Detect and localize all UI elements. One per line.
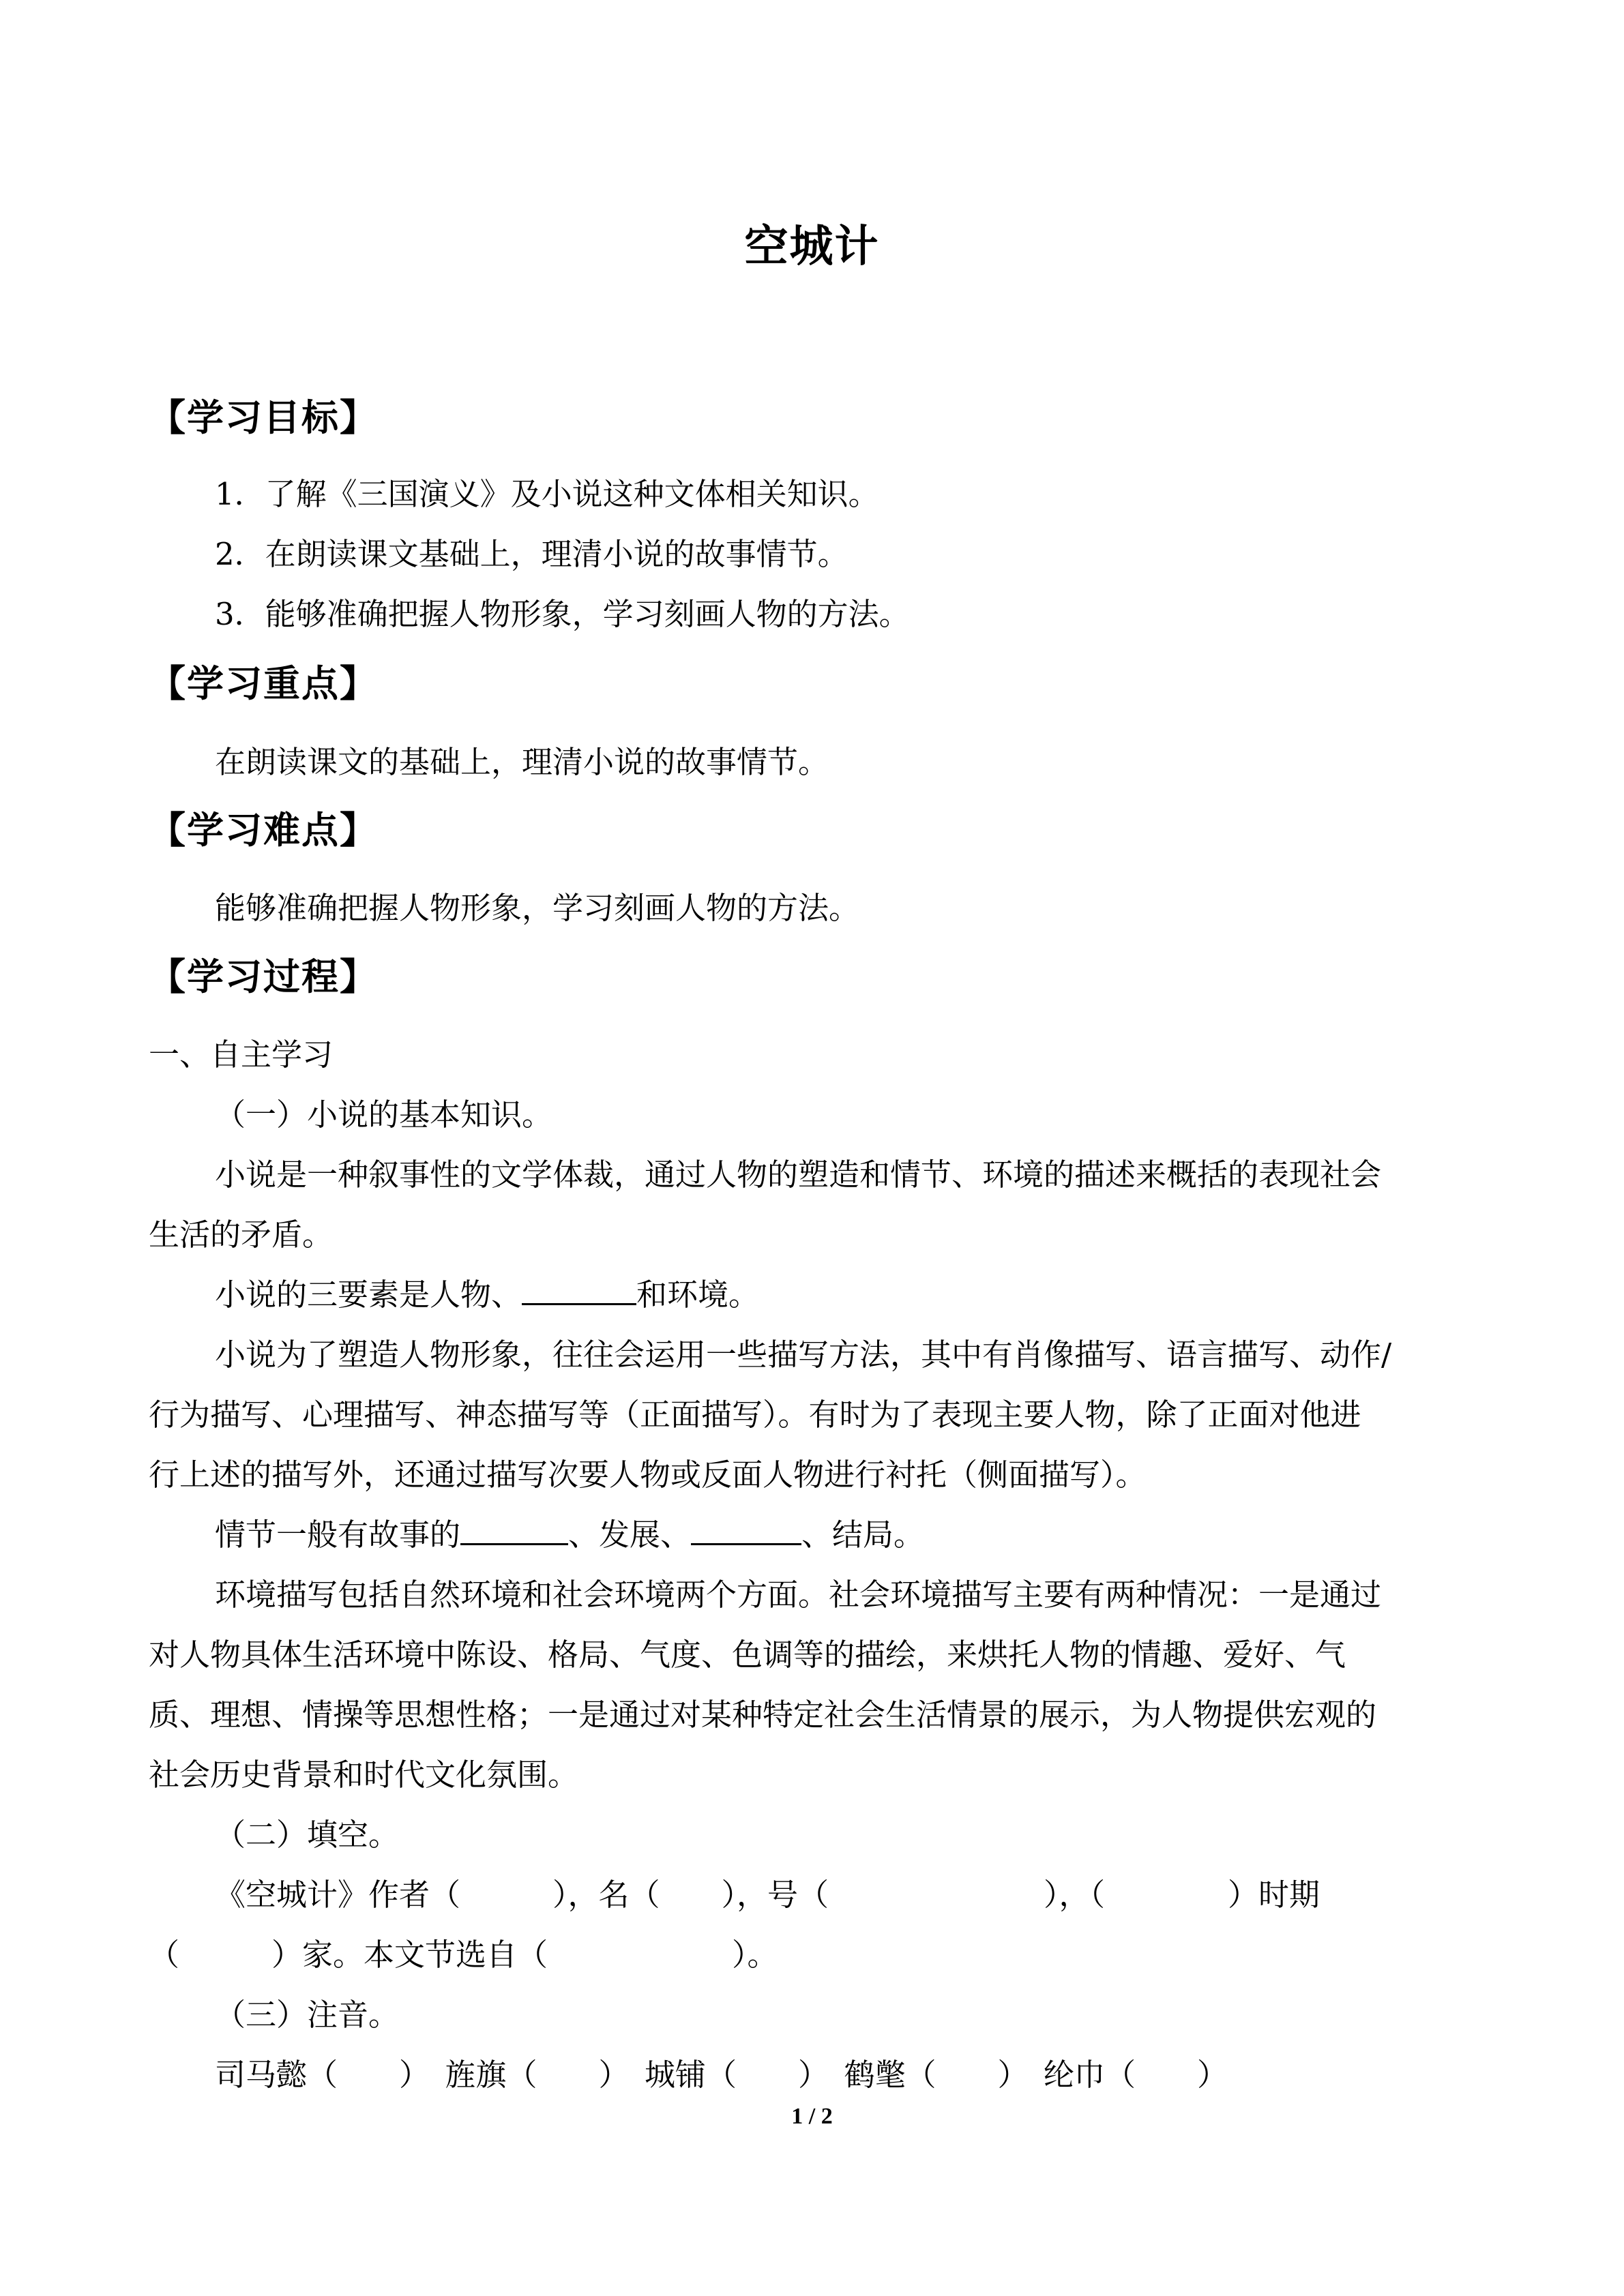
fill-line-2: （ ）家。本文节选自（ ）。 <box>149 1937 778 1973</box>
pinyin-line: 司马懿（ ） 旌旗（ ） 城铺（ ） 鹤氅（ ） 纶巾（ ） <box>215 2057 1228 2093</box>
objective-item-1: 1．了解《三国演义》及小说这种文体相关知识。 <box>215 476 879 512</box>
paragraph-3-line-1: 小说为了塑造人物形象，往往会运用一些描写方法，其中有肖像描写、语言描写、动作/ <box>215 1337 1392 1373</box>
heading-process: 【学习过程】 <box>149 955 378 998</box>
heading-key-points: 【学习重点】 <box>149 662 378 705</box>
sub1-title: （一）小说的基本知识。 <box>215 1097 553 1133</box>
objective-item-3: 3．能够准确把握人物形象，学习刻画人物的方法。 <box>215 596 910 632</box>
objective-item-2: 2．在朗读课文基础上，理清小说的故事情节。 <box>215 536 848 572</box>
difficulties-text: 能够准确把握人物形象，学习刻画人物的方法。 <box>215 890 860 926</box>
paragraph-1-line-2: 生活的矛盾。 <box>149 1217 334 1253</box>
page-number: 1 / 2 <box>791 2104 833 2129</box>
paragraph-3-line-2: 行为描写、心理描写、神态描写等（正面描写）。有时为了表现主要人物，除了正面对他进 <box>149 1397 1361 1433</box>
key-points-text: 在朗读课文的基础上，理清小说的故事情节。 <box>215 744 829 780</box>
paragraph-5-line-2: 对人物具体生活环境中陈设、格局、气度、色调等的描绘，来烘托人物的情趣、爱好、气 <box>149 1637 1346 1673</box>
paragraph-5-line-1: 环境描写包括自然环境和社会环境两个方面。社会环境描写主要有两种情况：一是通过 <box>215 1577 1382 1613</box>
blank-underline <box>522 1274 636 1305</box>
paragraph-2 <box>215 1274 759 1315</box>
paragraph-1-line-1: 小说是一种叙事性的文学体裁，通过人物的塑造和情节、环境的描述来概括的表现社会 <box>215 1157 1382 1193</box>
heading-difficulties: 【学习难点】 <box>149 809 378 852</box>
blank-underline <box>691 1515 801 1545</box>
paragraph-2-before: 小说的三要素是人物、 <box>215 1277 522 1313</box>
heading-objectives: 【学习目标】 <box>149 396 378 439</box>
paragraph-4-part-1: 情节一般有故事的 <box>215 1517 461 1553</box>
paragraph-4-part-3: 、结局。 <box>801 1517 925 1553</box>
sub3-title: （三）注音。 <box>215 1997 400 2033</box>
paragraph-2-after: 和环境。 <box>636 1277 760 1313</box>
paragraph-4 <box>215 1515 924 1555</box>
blank-underline <box>460 1515 568 1545</box>
sub2-title: （二）填空。 <box>215 1817 400 1853</box>
page-title: 空城计 <box>744 222 880 272</box>
paragraph-4-part-2: 、发展、 <box>568 1517 692 1553</box>
paragraph-5-line-3: 质、理想、情操等思想性格；一是通过对某种特定社会生活情景的展示，为人物提供宏观的 <box>149 1697 1377 1733</box>
paragraph-5-line-4: 社会历史背景和时代文化氛围。 <box>149 1757 579 1793</box>
paragraph-3-line-3: 行上述的描写外，还通过描写次要人物或反面人物进行衬托（侧面描写）。 <box>149 1457 1147 1493</box>
part1-title: 一、自主学习 <box>149 1037 334 1073</box>
fill-line-1: 《空城计》作者（ ），名（ ），号（ ），（ ）时期 <box>215 1877 1320 1913</box>
